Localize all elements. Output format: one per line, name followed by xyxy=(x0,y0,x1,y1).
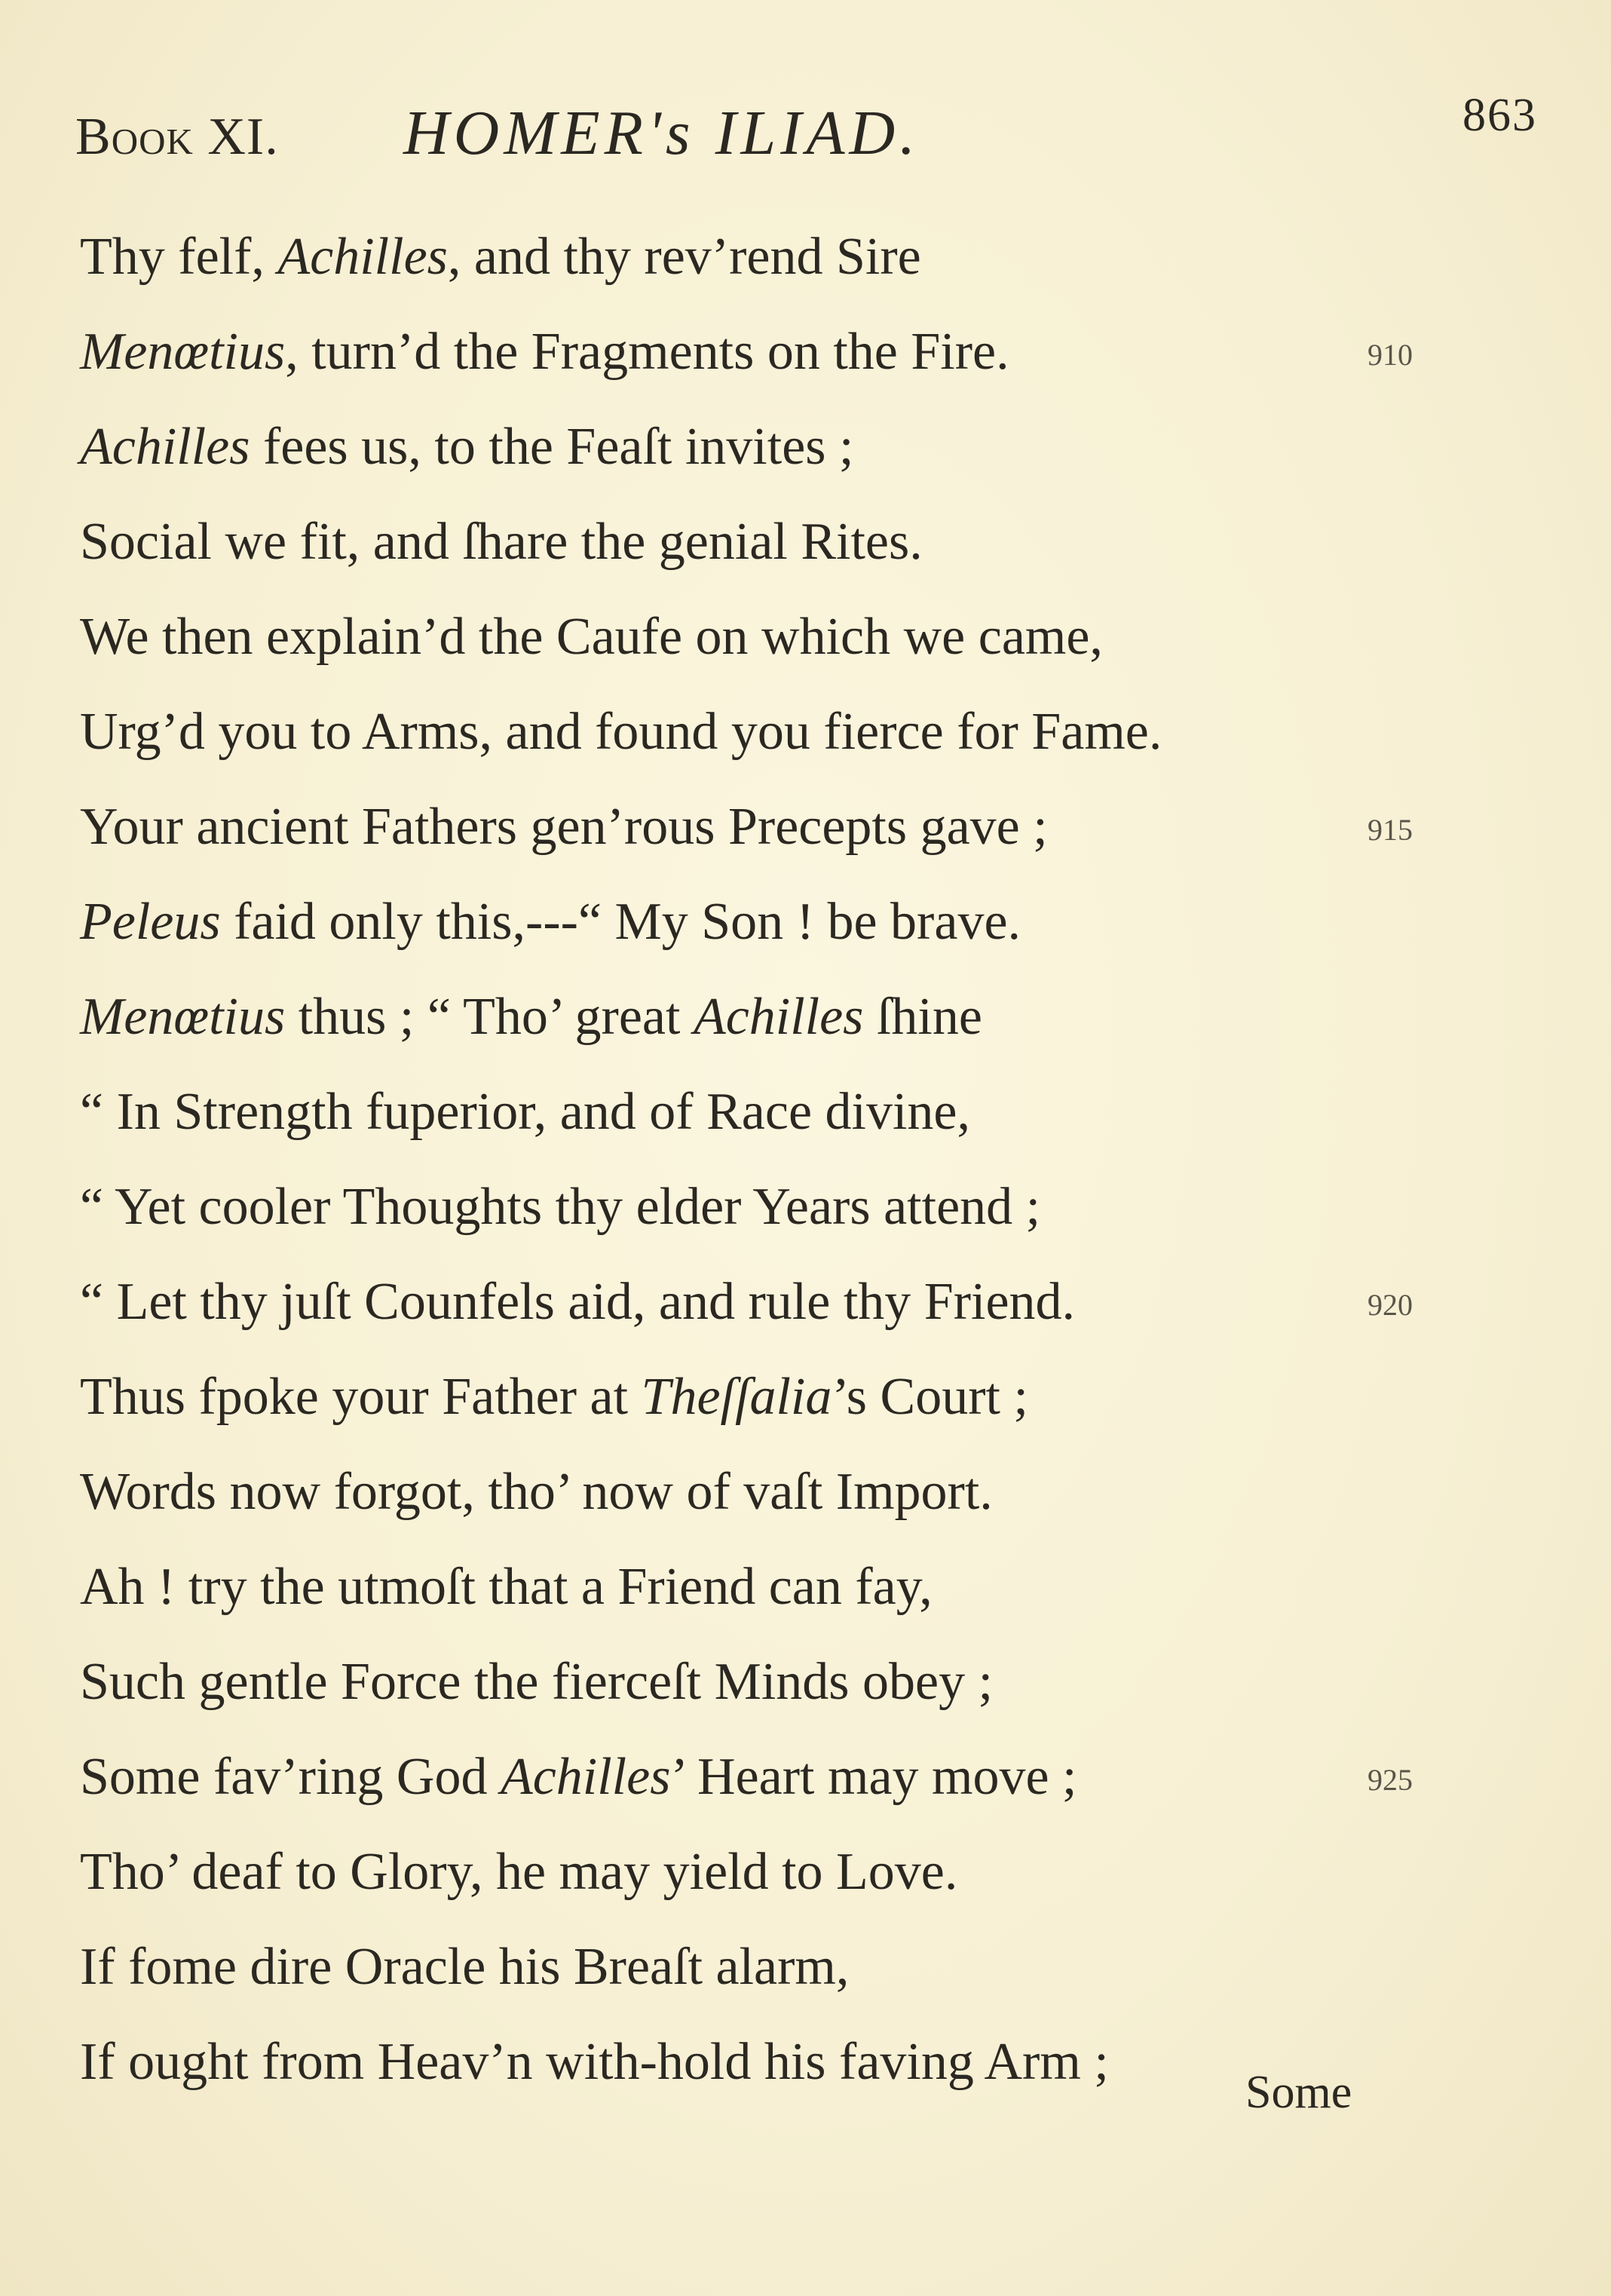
line-number: 910 xyxy=(1368,338,1413,372)
verse-line xyxy=(80,1825,1557,1920)
italic-name: Theſſalia xyxy=(641,1368,832,1426)
line-number: 915 xyxy=(1368,813,1413,847)
verse-line xyxy=(80,1255,1557,1350)
running-title: HOMER's ILIAD. xyxy=(403,98,920,168)
verse-segment: Social we fit, and ſhare the genial Rites. xyxy=(80,513,923,571)
verse-line xyxy=(80,685,1557,780)
verse-segment: faid only this,---“ My Son ! be brave. xyxy=(220,893,1021,951)
verse-line xyxy=(80,1445,1557,1540)
verse-segment: Words now forgot, tho’ now of vaſt Import. xyxy=(80,1463,993,1521)
verse-text xyxy=(80,1445,993,1540)
verse-line xyxy=(80,1635,1557,1730)
italic-name: Peleus xyxy=(80,893,221,951)
verse-text xyxy=(80,1255,1075,1350)
verse-text xyxy=(80,875,1021,970)
verse-segment: Such gentle Force the fierceſt Minds obey ; xyxy=(80,1653,994,1711)
italic-name: Menœtius xyxy=(80,988,286,1046)
verse-segment: , and thy rev’rend Sire xyxy=(447,228,921,286)
verse-segment: Thus fpoke your Father at xyxy=(80,1368,642,1426)
verse-segment: If ought from Heav’n with-hold his faving Arm ; xyxy=(80,2033,1109,2091)
verse-line xyxy=(80,970,1557,1065)
verse-text xyxy=(80,780,1048,875)
verse-text xyxy=(80,685,1162,780)
verse-line xyxy=(80,1350,1557,1445)
verse-text xyxy=(80,400,853,495)
verse-block xyxy=(80,210,1557,2110)
page-number: 863 xyxy=(1462,90,1537,141)
verse-line xyxy=(80,590,1557,685)
verse-segment: Thy felf, xyxy=(80,228,278,286)
verse-text xyxy=(80,1920,849,2015)
italic-name: Achilles xyxy=(693,988,864,1046)
verse-line xyxy=(80,1540,1557,1635)
verse-text xyxy=(80,210,921,305)
italic-name: Menœtius xyxy=(80,323,286,381)
verse-line xyxy=(80,400,1557,495)
verse-text xyxy=(80,305,1009,400)
verse-text xyxy=(80,1065,970,1160)
italic-name: Achilles xyxy=(80,418,250,476)
line-number: 920 xyxy=(1368,1288,1413,1322)
verse-text xyxy=(80,1825,957,1920)
verse-line xyxy=(80,1730,1557,1825)
verse-segment: Urg’d you to Arms, and found you fierce for Fame. xyxy=(80,703,1162,761)
book-label: Book XI. xyxy=(75,108,279,166)
verse-line xyxy=(80,1160,1557,1255)
verse-segment: ’ Heart may move ; xyxy=(670,1748,1077,1806)
italic-name: Achilles xyxy=(500,1748,671,1806)
line-number: 925 xyxy=(1368,1763,1413,1797)
verse-segment: Ah ! try the utmoſt that a Friend can fay, xyxy=(80,1558,933,1616)
verse-segment: thus ; “ Tho’ great xyxy=(285,988,694,1046)
verse-line xyxy=(80,305,1557,400)
verse-text xyxy=(80,1350,1028,1445)
verse-text xyxy=(80,970,982,1065)
verse-segment: Your ancient Fathers gen’rous Precepts gave ; xyxy=(80,798,1048,856)
verse-text xyxy=(80,1730,1077,1825)
verse-segment: , turn’d the Fragments on the Fire. xyxy=(285,323,1009,381)
verse-line xyxy=(80,210,1557,305)
verse-line xyxy=(80,1920,1557,2015)
verse-segment: If fome dire Oracle his Breaſt alarm, xyxy=(80,1938,850,1996)
verse-segment: Some fav’ring God xyxy=(80,1748,501,1806)
verse-segment: “ Yet cooler Thoughts thy elder Years attend ; xyxy=(80,1178,1041,1236)
verse-segment: ’s Court ; xyxy=(832,1368,1028,1426)
verse-text xyxy=(80,590,1103,685)
verse-segment: fees us, to the Feaſt invites ; xyxy=(250,418,854,476)
verse-line xyxy=(80,780,1557,875)
verse-text xyxy=(80,495,923,590)
italic-name: Achilles xyxy=(277,228,448,286)
verse-line xyxy=(80,495,1557,590)
running-header xyxy=(75,90,1568,187)
verse-segment: We then explain’d the Caufe on which we came, xyxy=(80,608,1103,666)
catchword: Some xyxy=(1245,2067,1352,2118)
verse-segment: Tho’ deaf to Glory, he may yield to Love. xyxy=(80,1843,958,1901)
verse-text xyxy=(80,2015,1109,2110)
verse-segment: “ Let thy juſt Counfels aid, and rule thy Friend. xyxy=(80,1273,1076,1331)
verse-text xyxy=(80,1160,1040,1255)
verse-line xyxy=(80,875,1557,970)
verse-segment: ſhine xyxy=(863,988,982,1046)
verse-line xyxy=(80,1065,1557,1160)
verse-text xyxy=(80,1635,993,1730)
verse-text xyxy=(80,1540,933,1635)
verse-segment: “ In Strength fuperior, and of Race divine, xyxy=(80,1083,970,1141)
